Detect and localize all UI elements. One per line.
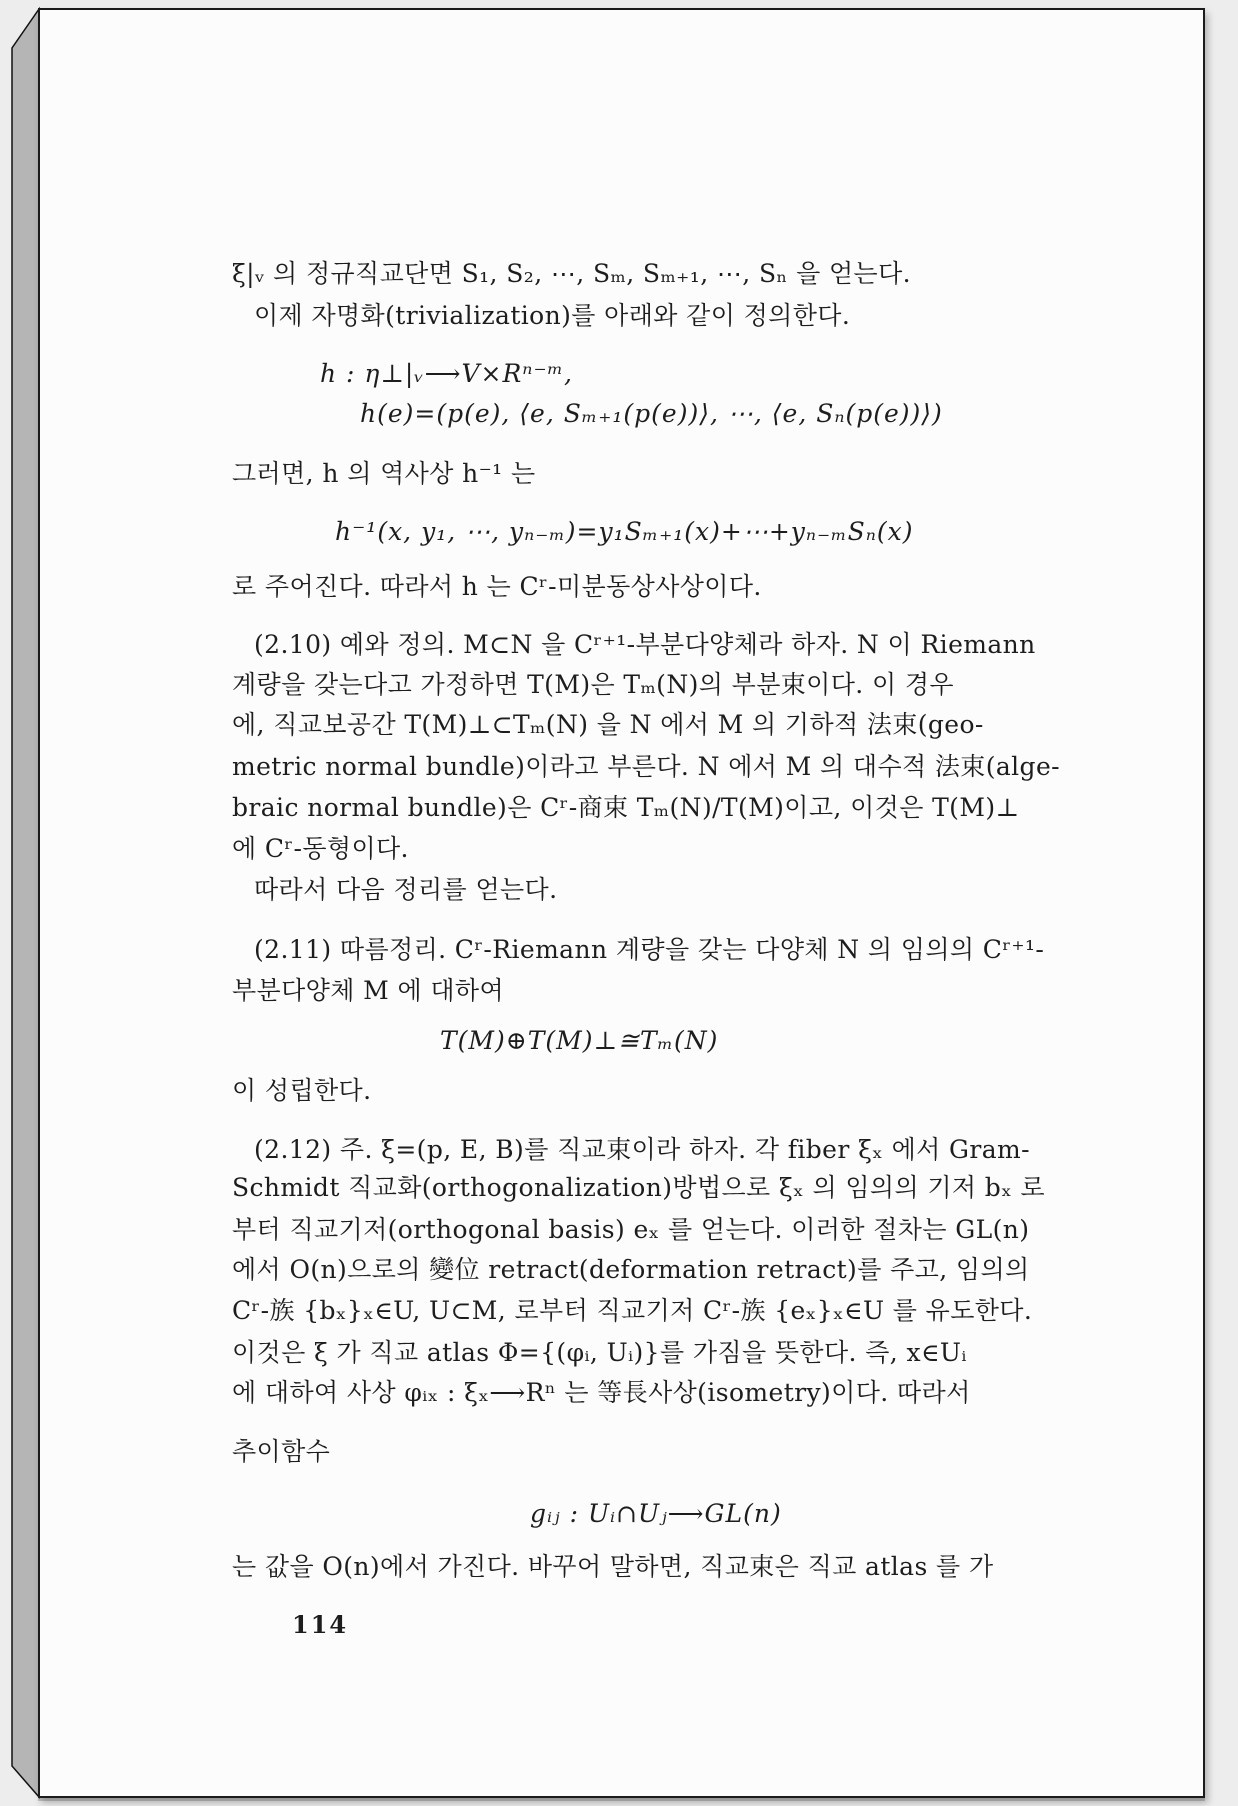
text-line: braic normal bundle)은 Cʳ-商束 Tₘ(N)/T(M)이고, 이것은 T(M)⊥ — [232, 793, 1020, 822]
text-line: (2.11) 따름정리. Cʳ-Riemann 계량을 갖는 다양체 N 의 임의의 Cʳ⁺¹- — [254, 935, 1045, 964]
text-line: metric normal bundle)이라고 부른다. N 에서 M 의 대수적 法束(alge- — [232, 752, 1060, 781]
text-line: ξ|ᵥ 의 정규직교단면 S₁, S₂, ⋯, Sₘ, Sₘ₊₁, ⋯, Sₙ 을 얻는다. — [232, 259, 911, 288]
text-line: 추이함수 — [232, 1437, 331, 1466]
text-line: 에서 O(n)으로의 變位 retract(deformation retract)를 주고, 임의의 — [232, 1255, 1030, 1284]
display-equation: gᵢⱼ : Uᵢ∩Uⱼ⟶GL(n) — [530, 1499, 782, 1528]
text-line: Schmidt 직교화(orthogonalization)방법으로 ξₓ 의 임의의 기저 bₓ 로 — [232, 1173, 1046, 1202]
text-line: 그러면, h 의 역사상 h⁻¹ 는 — [232, 459, 536, 488]
text-line: 에, 직교보공간 T(M)⊥⊂Tₘ(N) 을 N 에서 M 의 기하적 法束(geo- — [232, 710, 984, 739]
display-equation: h : η⊥|ᵥ⟶V×Rⁿ⁻ᵐ, — [320, 359, 573, 388]
text-line: 이제 자명화(trivialization)를 아래와 같이 정의한다. — [254, 301, 851, 330]
text-line: Cʳ-族 {bₓ}ₓ∈U, U⊂M, 로부터 직교기저 Cʳ-族 {eₓ}ₓ∈U 를 유도한다. — [232, 1296, 1033, 1325]
text-line: 이 성립한다. — [232, 1076, 372, 1105]
book-page — [38, 8, 1205, 1798]
text-line: 따라서 다음 정리를 얻는다. — [254, 875, 558, 904]
text-line: (2.12) 주. ξ=(p, E, B)를 직교束이라 하자. 각 fiber ξₓ 에서 Gram- — [254, 1135, 1031, 1164]
display-equation: h⁻¹(x, y₁, ⋯, yₙ₋ₘ)=y₁Sₘ₊₁(x)+⋯+yₙ₋ₘSₙ(x) — [335, 517, 914, 546]
text-line: 부터 직교기저(orthogonal basis) eₓ 를 얻는다. 이러한 절차는 GL(n) — [232, 1215, 1030, 1244]
text-line: 로 주어진다. 따라서 h 는 Cʳ-미분동상사상이다. — [232, 572, 762, 601]
display-equation: h(e)=(p(e), ⟨e, Sₘ₊₁(p(e))⟩, ⋯, ⟨e, Sₙ(p(e))⟩) — [360, 399, 943, 428]
page-number: 114 — [292, 1610, 349, 1639]
text-line: 부분다양체 M 에 대하여 — [232, 976, 504, 1005]
text-line: 에 대하여 사상 φᵢₓ : ξₓ⟶Rⁿ 는 等長사상(isometry)이다. 따라서 — [232, 1378, 971, 1407]
text-line: 계량을 갖는다고 가정하면 T(M)은 Tₘ(N)의 부분束이다. 이 경우 — [232, 670, 954, 699]
display-equation: T(M)⊕T(M)⊥≅Tₘ(N) — [440, 1026, 719, 1055]
text-line: 에 Cʳ-동형이다. — [232, 834, 409, 863]
text-line: 는 값을 O(n)에서 가진다. 바꾸어 말하면, 직교束은 직교 atlas 를 가 — [232, 1552, 994, 1581]
text-line: 이것은 ξ 가 직교 atlas Φ={(φᵢ, Uᵢ)}를 가짐을 뜻한다. 즉, x∈Uᵢ — [232, 1338, 967, 1367]
text-line: (2.10) 예와 정의. M⊂N 을 Cʳ⁺¹-부분다양체라 하자. N 이 Riemann — [254, 630, 1036, 659]
